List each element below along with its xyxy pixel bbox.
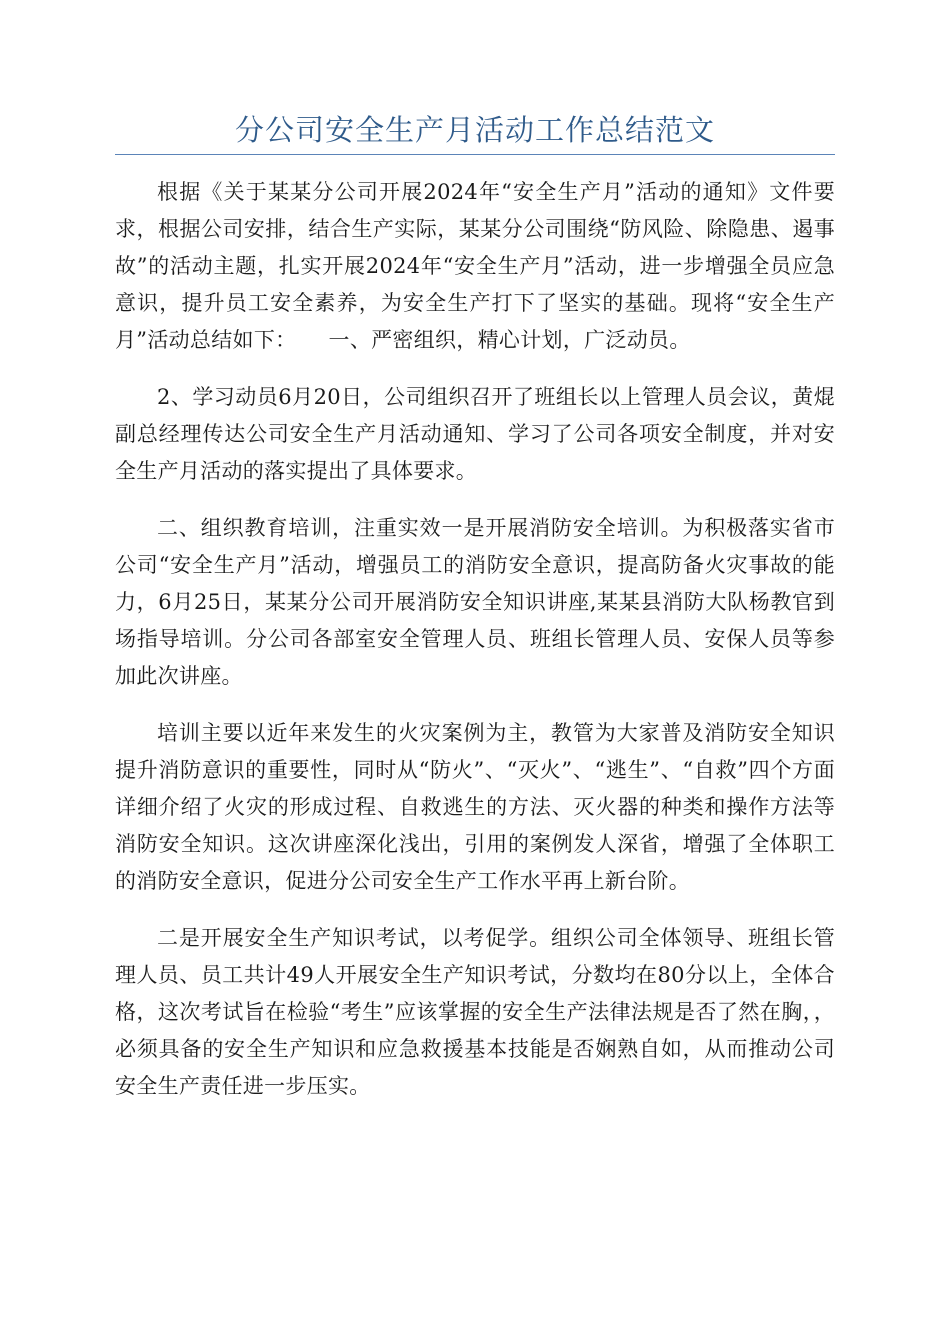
paragraph-knowledge-exam: 二是开展安全生产知识考试，以考促学。组织公司全体领导、班组长管理人员、员工共计49人开展安全生产知识考试，分数均在80分以上，全体合格，这次考试旨在检验“考生”应该掌握的安全生产法律法规是否了然在胸，，必须具备的安全生产知识和应急救援基本技能是否娴熟自如，从而推动公司安全生产责任进一步压实。 [115, 926, 835, 1098]
paragraph-fire-training: 二、组织教育培训，注重实效一是开展消防安全培训。为积极落实省市公司“安全生产月”活动，增强员工的消防安全意识，提高防备火灾事故的能力，6月25日，某某分公司开展消防安全知识讲座,某某县消防大队杨教官到场指导培训。分公司各部室安全管理人员、班组长管理人员、安保人员等参加此次讲座。 [115, 516, 835, 688]
paragraph-intro: 根据《关于某某分公司开展2024年“安全生产月”活动的通知》文件要求，根据公司安排，结合生产实际，某某分公司围绕“防风险、除隐患、遏事故”的活动主题，扎实开展2024年“安全生产月”活动，进一步增强全员应急意识，提升员工安全素养，为安全生产打下了坚实的基础。现将“安全生产月”活动总结如下： 一、严密组织，精心计划，广泛动员。 [115, 180, 835, 352]
paragraph-mobilization: 2、学习动员6月20日，公司组织召开了班组长以上管理人员会议，黄焜副总经理传达公司安全生产月活动通知、学习了公司各项安全制度，并对安全生产月活动的落实提出了具体要求。 [115, 385, 835, 483]
title-underline [115, 154, 835, 155]
paragraph-training-content: 培训主要以近年来发生的火灾案例为主，教管为大家普及消防安全知识提升消防意识的重要性，同时从“防火”、“灭火”、“逃生”、“自救”四个方面详细介绍了火灾的形成过程、自救逃生的方法、灭火器的种类和操作方法等消防安全知识。这次讲座深化浅出，引用的案例发人深省，增强了全体职工的消防安全意识，促进分公司安全生产工作水平再上新台阶。 [115, 721, 835, 893]
document-title: 分公司安全生产月活动工作总结范文 [234, 113, 715, 147]
document-body [115, 174, 835, 1125]
